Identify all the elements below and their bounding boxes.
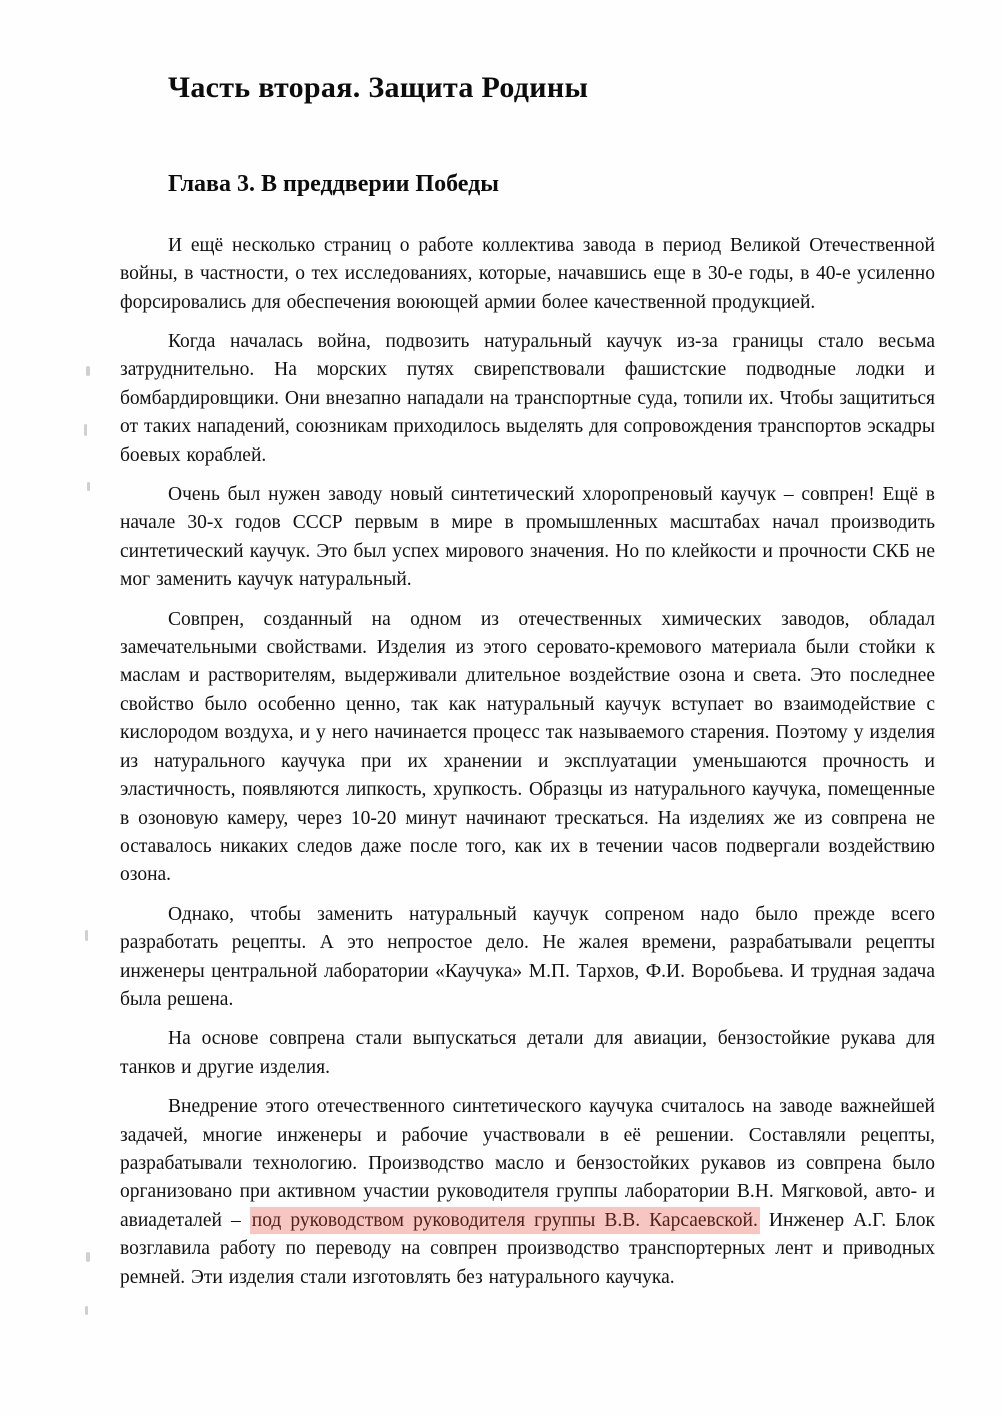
paragraph-with-highlight <box>120 1093 935 1292</box>
text-column <box>120 0 935 1303</box>
paragraph: Совпрен, созданный на одном из отечественных химических заводов, обладал замечательными свойствами. Изделия из этого серовато-кремового материала были стойки к маслам и растворителям, выдерживали длительное воздействие озона и света. Это последнее свойство было особенно ценно, так как натуральный каучук вступает во взаимодействие с кислородом воздуха, и у него начинается процесс так называемого старения. Поэтому у изделия из натурального каучука при их хранении и эксплуатации уменьшаются прочность и эластичность, появляются липкость, хрупкость. Образцы из натурального каучука, помещенные в озоновую камеру, через 10-20 минут начинают трескаться. На изделиях же из совпрена не оставалось никаких следов даже после того, как их в течении часов подвергали воздействию озона. <box>120 608 935 886</box>
scan-artifact <box>87 482 90 491</box>
paragraph: На основе совпрена стали выпускаться детали для авиации, бензостойкие рукава для танков и другие изделия. <box>120 1028 935 1078</box>
final-paragraph-after: Инженер А.Г. Блок возглавила работу по переводу на совпрен производство транспортерных лент и приводных ремней. Эти изделия стали изготовлять без натурального каучука. <box>120 1209 936 1288</box>
paragraph: И ещё несколько страниц о работе коллектива завода в период Великой Отечественной войны, в частности, о тех исследованиях, которые, начавшись еще в 30-е годы, в 40-е усиленно форсировались для обеспечения воюющей армии более качественной продукцией. <box>120 234 935 313</box>
highlighted-text: под руководством руководителя группы В.В. Карсаевской. <box>250 1207 760 1234</box>
scan-artifact <box>86 366 90 376</box>
part-title: Часть вторая. Защита Родины <box>168 71 589 104</box>
scan-artifact <box>85 1306 88 1315</box>
final-paragraph-before: Внедрение этого отечественного синтетического каучука считалось на заводе важнейшей задачей, многие инженеры и рабочие участвовали в её решении. Составляли рецепты, разрабатывали технологию. Производство масло и бензостойких рукавов из совпрена было организовано при активном участии руководителя группы лаборатории В.Н. Мягковой, авто- и авиадеталей – <box>120 1096 935 1231</box>
scan-artifact <box>85 930 88 941</box>
paragraph: Очень был нужен заводу новый синтетический хлоропреновый каучук – совпрен! Ещё в начале 30-х годов СССР первым в мире в промышленных масштабах начал производить синтетический каучук. Это был успех мирового значения. Но по клейкости и прочности СКБ не мог заменить каучук натуральный. <box>120 484 935 591</box>
chapter-heading: Глава 3. В преддверии Победы <box>168 171 499 197</box>
paragraph: Когда началась война, подвозить натуральный каучук из-за границы стало весьма затруднительно. На морских путях свирепствовали фашистские подводные лодки и бомбардировщики. Они внезапно нападали на транспортные суда, топили их. Чтобы защититься от таких нападений, союзникам приходилось выделять для сопровождения транспортов эскадры боевых кораблей. <box>120 331 935 466</box>
scan-artifact <box>86 1252 90 1262</box>
body-text <box>120 232 935 1292</box>
paragraph: Однако, чтобы заменить натуральный каучук сопреном надо было прежде всего разработать рецепты. А это непростое дело. Не жалея времени, разрабатывали рецепты инженеры центральной лаборатории «Каучука» М.П. Тархов, Ф.И. Воробьева. И трудная задача была решена. <box>120 903 935 1010</box>
scan-artifact <box>84 424 87 436</box>
